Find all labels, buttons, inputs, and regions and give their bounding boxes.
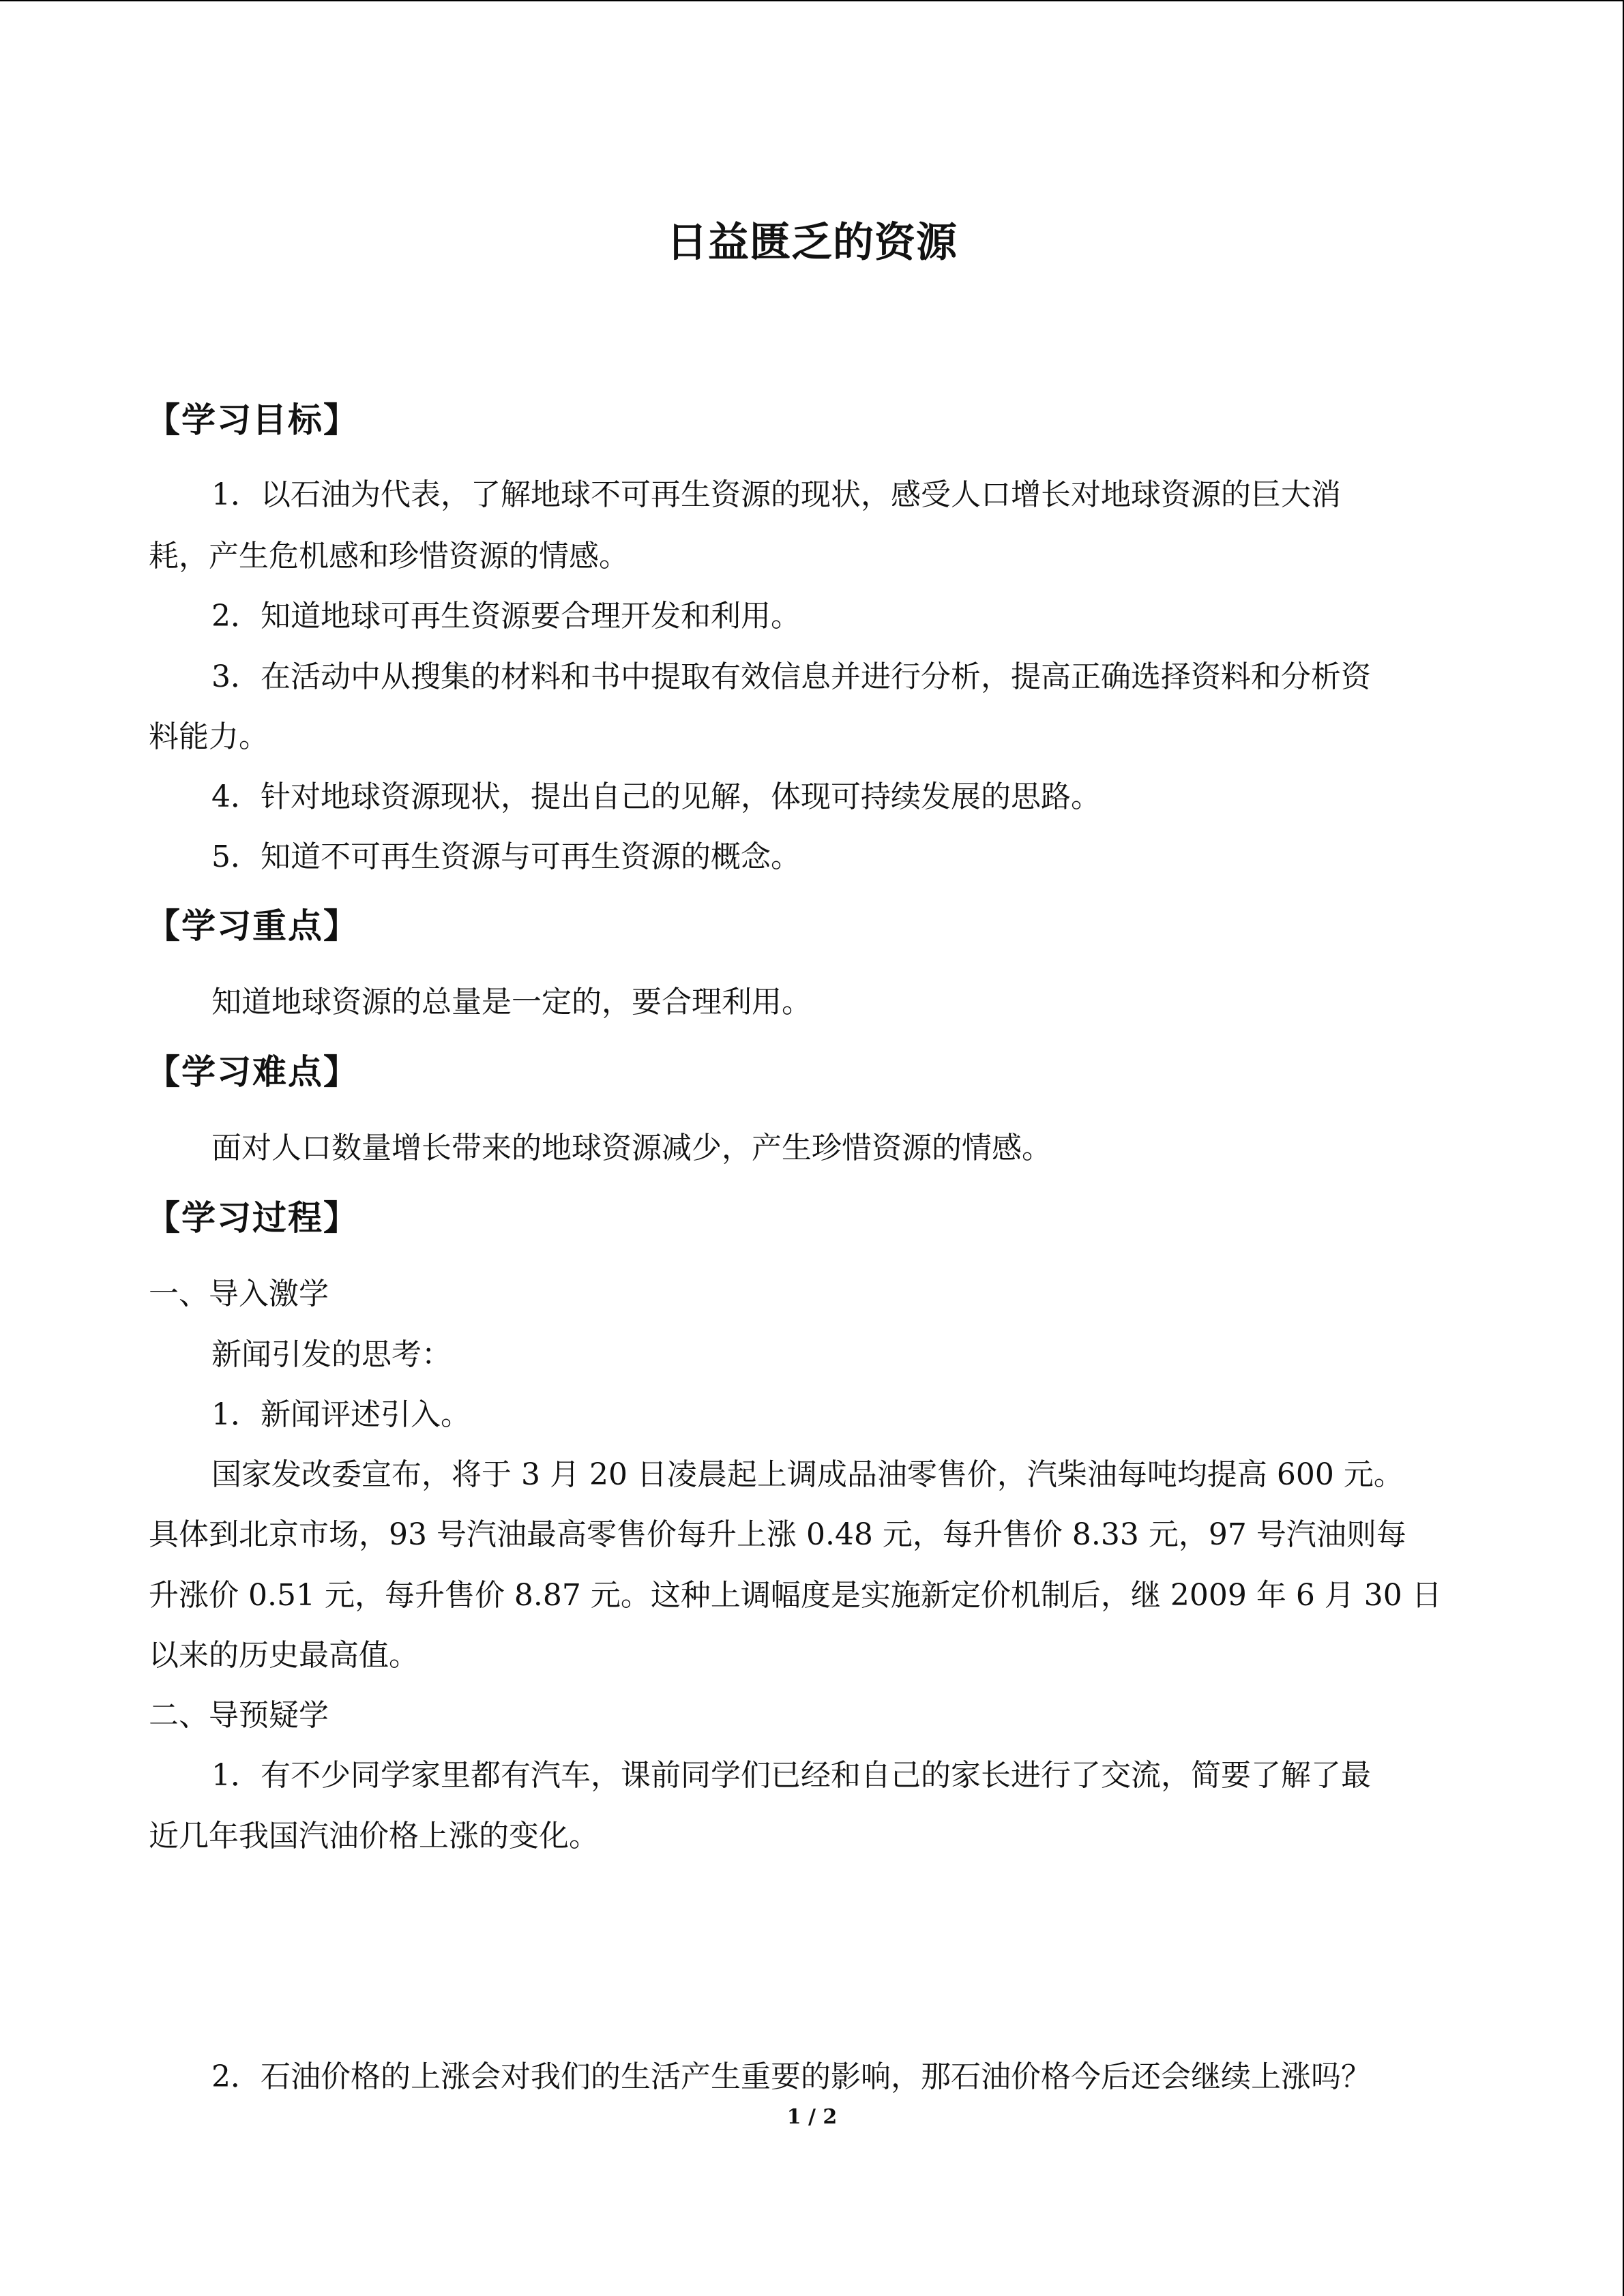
objective-line: 2．知道地球可再生资源要合理开发和利用。: [211, 599, 801, 633]
process-line: 1．新闻评述引入。: [211, 1397, 471, 1432]
difficulty-line: 面对人口数量增长带来的地球资源减少，产生珍惜资源的情感。: [211, 1131, 1052, 1165]
difficulties-heading: 【学习难点】: [146, 1052, 359, 1092]
process-line: 升涨价 0.51 元，每升售价 8.87 元。这种上调幅度是实施新定价机制后，继 2009 年 6 月 30 日: [149, 1578, 1442, 1613]
objective-line: 耗，产生危机感和珍惜资源的情感。: [149, 539, 629, 573]
top-border: [0, 0, 1624, 1]
objective-line: 料能力。: [149, 719, 269, 754]
objective-line: 4．针对地球资源现状，提出自己的见解，体现可持续发展的思路。: [211, 779, 1101, 814]
objective-line: 3．在活动中从搜集的材料和书中提取有效信息并进行分析，提高正确选择资料和分析资: [211, 659, 1371, 694]
objectives-heading: 【学习目标】: [146, 400, 359, 440]
process-subheading: 一、导入激学: [149, 1277, 329, 1311]
process-heading: 【学习过程】: [146, 1198, 359, 1238]
objective-line: 5．知道不可再生资源与可再生资源的概念。: [211, 839, 801, 874]
process-line: 近几年我国汽油价格上涨的变化。: [149, 1819, 599, 1853]
key-point-line: 知道地球资源的总量是一定的，要合理利用。: [211, 985, 812, 1019]
key-points-heading: 【学习重点】: [146, 906, 359, 946]
process-subheading: 二、导预疑学: [149, 1698, 329, 1733]
page-number: 1 / 2: [786, 2105, 838, 2129]
process-line: 以来的历史最高值。: [149, 1638, 419, 1673]
page-title: 日益匮乏的资源: [666, 219, 958, 267]
objective-line: 1．以石油为代表，了解地球不可再生资源的现状，感受人口增长对地球资源的巨大消: [211, 477, 1341, 512]
process-line: 具体到北京市场，93 号汽油最高零售价每升上涨 0.48 元，每升售价 8.33 元，97 号汽油则每: [149, 1517, 1406, 1552]
process-line: 2．石油价格的上涨会对我们的生活产生重要的影响，那石油价格今后还会继续上涨吗？: [211, 2059, 1371, 2094]
process-line: 国家发改委宣布，将于 3 月 20 日凌晨起上调成品油零售价，汽柴油每吨均提高 600 元。: [211, 1457, 1404, 1492]
process-line: 新闻引发的思考：: [211, 1337, 452, 1372]
process-line: 1．有不少同学家里都有汽车，课前同学们已经和自己的家长进行了交流，简要了解了最: [211, 1758, 1371, 1793]
